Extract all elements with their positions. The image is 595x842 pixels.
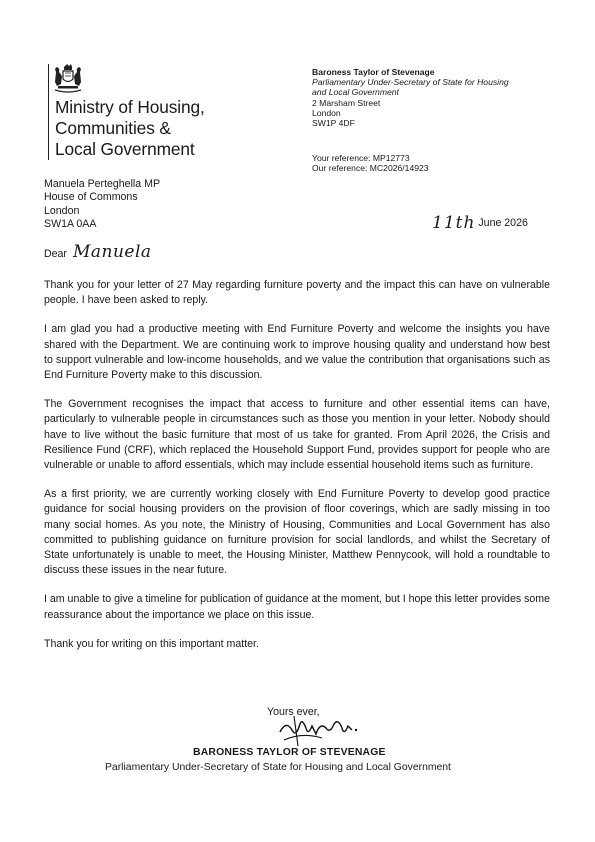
recipient-line: Manuela Perteghella MP — [44, 178, 161, 190]
recipient-line: London — [44, 204, 80, 217]
reference-block — [312, 153, 429, 173]
signatory-title: Parliamentary Under-Secretary of State for Housing and Local Government — [105, 762, 451, 773]
header-divider-line — [48, 64, 49, 160]
sender-address-line: London — [312, 107, 341, 118]
date-day-handwritten: 11th — [432, 213, 476, 233]
body-paragraph: As a first priority, we are currently working closely with End Furniture Poverty to develop good practice guidance for social housing providers on the provision of floor coverings, which are sadly missing in too many social homes. As you note, the Ministry of Housing, Communities and Local Government has also committed to publishing guidance on furniture provision for social landlords, and whilst the Secretary of State unfortunately is unable to meet, the Housing Minister, Matthew Pennycook, will hold a roundtable to discuss these issues in the near future. — [44, 488, 550, 577]
recipient-line: SW1A 0AA — [44, 218, 97, 231]
valediction: Yours ever, — [267, 706, 320, 718]
our-reference: Our reference: MC2026/14923 — [312, 163, 429, 174]
letter-body — [44, 278, 550, 666]
sender-address-line: 2 Marsham Street — [312, 97, 381, 108]
sender-role: Parliamentary Under-Secretary of State for Housing and Local Government — [312, 77, 509, 98]
salutation-name-handwritten: Manuela — [72, 242, 152, 262]
handwritten-signature-icon — [272, 712, 382, 752]
ministry-line: Communities & — [55, 118, 171, 138]
ministry-name — [55, 97, 205, 160]
body-paragraph: The Government recognises the impact that access to furniture and other essential items can have, particularly to vulnerable people in circumstances such as those you mention in your letter. Nobody should have to live without the basic furniture that most of us take for granted. From April 2026, the Crisis and Resilience Fund (CRF), which replaced the Household Support Fund, provides support for people who are vulnerable or unable to afford essentials, which may include essential household items such as furniture. — [44, 398, 550, 472]
salutation — [44, 242, 152, 262]
body-paragraph: Thank you for your letter of 27 May regarding furniture poverty and the impact this can have on vulnerable people. I have been asked to reply. — [44, 279, 550, 307]
body-paragraph: Thank you for writing on this important matter. — [44, 637, 259, 650]
signatory-name: BARONESS TAYLOR OF STEVENAGE — [193, 747, 386, 758]
ministry-line: Local Government — [55, 139, 195, 159]
sender-address-line: SW1P 4DF — [312, 118, 355, 129]
ministry-line: Ministry of Housing, — [55, 97, 205, 117]
recipient-line: House of Commons — [44, 191, 138, 204]
royal-coat-of-arms-icon — [52, 64, 84, 94]
your-reference: Your reference: MP12773 — [312, 153, 410, 163]
recipient-address — [44, 178, 160, 232]
body-paragraph: I am unable to give a timeline for publication of guidance at the moment, but I hope this letter provides some reassurance about the importance we place on this issue. — [44, 593, 550, 621]
date-month-year: June 2026 — [478, 217, 528, 229]
sender-name: Baroness Taylor of Stevenage — [312, 67, 435, 77]
letter-date — [432, 213, 528, 233]
body-paragraph: I am glad you had a productive meeting with End Furniture Poverty and welcome the insights you have shared with the Department. We are continuing work to improve housing quality and understand how best to support vulnerable and low-income households, and we value the contribution that organisations such as End Furniture Poverty make to this discussion. — [44, 323, 550, 382]
sender-block — [312, 67, 512, 128]
salutation-word: Dear — [44, 248, 67, 260]
